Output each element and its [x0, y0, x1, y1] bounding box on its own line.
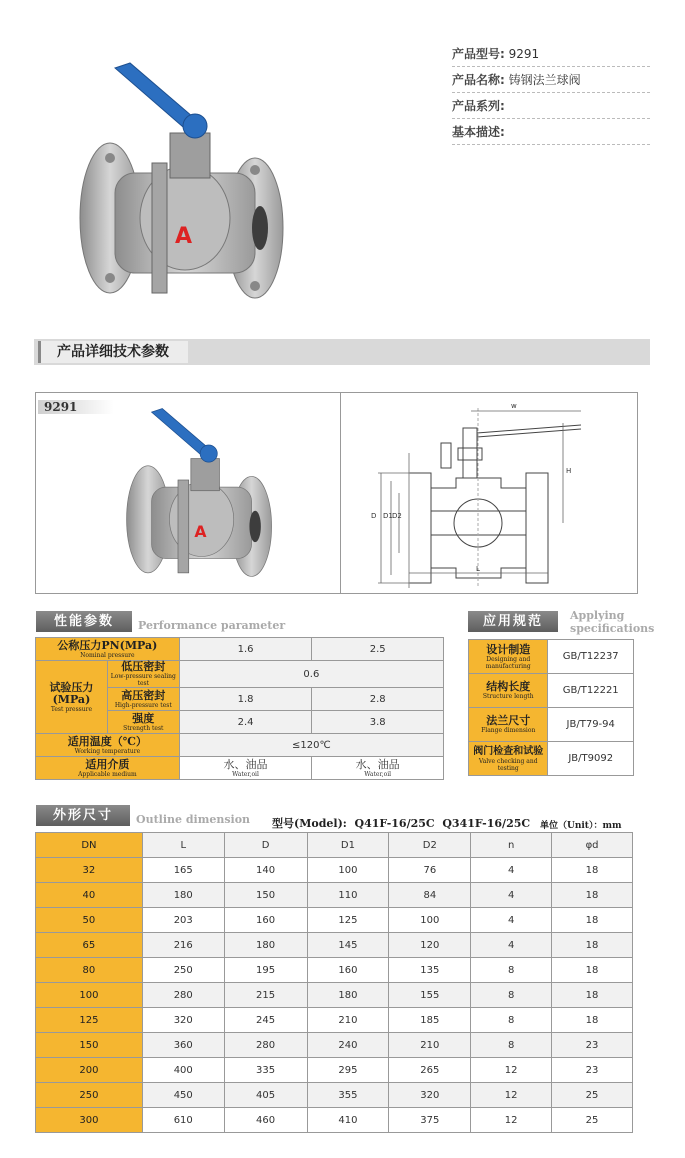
- panel-model-tag: 9291: [38, 400, 114, 414]
- table-row: [36, 958, 633, 983]
- dn-cell: 200: [36, 1058, 143, 1083]
- table-cell: 250: [142, 958, 224, 983]
- strength-label-en: Strength test: [123, 724, 164, 732]
- dn-cell: 250: [36, 1083, 143, 1108]
- app-0-label: 设计制造: [486, 642, 531, 656]
- strength-label: 强度: [132, 711, 155, 725]
- table-cell: 280: [224, 1033, 307, 1058]
- outline-model: 型号(Model): Q41F-16/25C Q341F-16/25C: [272, 817, 531, 830]
- table-cell: 155: [389, 983, 471, 1008]
- table-cell: 180: [307, 983, 389, 1008]
- table-cell: 18: [552, 933, 633, 958]
- app-3-label: 阀门检查和试验: [473, 745, 544, 757]
- table-cell: 145: [307, 933, 389, 958]
- svg-text:A: A: [175, 224, 193, 249]
- application-en: [570, 609, 654, 635]
- pn-label-en: Nominal pressure: [80, 651, 135, 659]
- table-row: [36, 933, 633, 958]
- table-row: [36, 1058, 633, 1083]
- info-series-key: 产品系列:: [452, 99, 505, 113]
- dim-d-label: D: [371, 512, 377, 520]
- table-cell: 4: [471, 908, 552, 933]
- table-cell: 8: [471, 958, 552, 983]
- info-name: [452, 68, 650, 93]
- table-cell: 18: [552, 1008, 633, 1033]
- dim-w-label: w: [511, 402, 517, 410]
- table-cell: 320: [389, 1083, 471, 1108]
- table-cell: 180: [142, 883, 224, 908]
- table-cell: 215: [224, 983, 307, 1008]
- high-v2: 2.8: [312, 688, 444, 711]
- table-cell: 18: [552, 908, 633, 933]
- table-cell: 265: [389, 1058, 471, 1083]
- table-cell: 84: [389, 883, 471, 908]
- table-row: [36, 1083, 633, 1108]
- column-header: φd: [552, 833, 633, 858]
- table-row: [469, 708, 634, 742]
- app-3-en: Valve checking and testing: [478, 757, 538, 772]
- table-cell: 335: [224, 1058, 307, 1083]
- temp-v: ≤120℃: [179, 734, 443, 757]
- high-v1: 1.8: [179, 688, 312, 711]
- table-row: [36, 1033, 633, 1058]
- table-cell: 180: [224, 933, 307, 958]
- table-cell: 76: [389, 858, 471, 883]
- table-cell: 25: [552, 1083, 633, 1108]
- dn-cell: 65: [36, 933, 143, 958]
- dim-d2-label: D2: [392, 512, 402, 520]
- info-name-key: 产品名称:: [452, 73, 505, 87]
- table-cell: 320: [142, 1008, 224, 1033]
- high-label: 高压密封: [121, 688, 166, 702]
- valve-photo: [70, 58, 290, 303]
- medium-v2-en: Water,oil: [364, 770, 392, 778]
- app-0-en: Designing and manufacturing: [485, 655, 531, 670]
- medium-v1: 水、油品: [223, 757, 268, 771]
- table-cell: 125: [307, 908, 389, 933]
- dn-cell: 150: [36, 1033, 143, 1058]
- table-cell: 185: [389, 1008, 471, 1033]
- app-2-label: 法兰尺寸: [486, 714, 531, 727]
- test-unit: (MPa): [52, 692, 91, 706]
- table-row: [469, 674, 634, 708]
- table-cell: 610: [142, 1108, 224, 1133]
- table-cell: 140: [224, 858, 307, 883]
- test-label-en: Test pressure: [50, 705, 93, 713]
- table-cell: 23: [552, 1058, 633, 1083]
- table-cell: 240: [307, 1033, 389, 1058]
- dn-cell: 300: [36, 1108, 143, 1133]
- table-cell: 160: [307, 958, 389, 983]
- dim-h-label: H: [566, 467, 572, 475]
- table-cell: 18: [552, 858, 633, 883]
- dn-cell: 125: [36, 1008, 143, 1033]
- medium-label-en: Applicable medium: [78, 770, 137, 778]
- dim-l-label: L: [476, 565, 480, 573]
- app-1-v: GB/T12221: [548, 674, 634, 708]
- outline-en: Outline dimension: [136, 813, 251, 826]
- table-cell: 4: [471, 858, 552, 883]
- svg-text:A: A: [194, 522, 207, 542]
- table-cell: 23: [552, 1033, 633, 1058]
- outline-tab: 外形尺寸: [36, 805, 130, 826]
- column-header: D1: [307, 833, 389, 858]
- app-1-label: 结构长度: [486, 680, 531, 693]
- performance-tab: 性能参数: [36, 611, 132, 632]
- app-0-v: GB/T12237: [548, 640, 634, 674]
- table-cell: 4: [471, 933, 552, 958]
- info-desc-key: 基本描述:: [452, 125, 505, 139]
- section-title: 产品详细技术参数: [38, 341, 188, 363]
- low-label-en: Low-pressure sealing test: [110, 673, 176, 687]
- column-header: D2: [389, 833, 471, 858]
- application-en-1: Applying: [570, 609, 625, 622]
- table-cell: 405: [224, 1083, 307, 1108]
- table-row: [36, 1008, 633, 1033]
- table-cell: 18: [552, 883, 633, 908]
- table-cell: 120: [389, 933, 471, 958]
- medium-v2: 水、油品: [355, 757, 400, 771]
- table-cell: 8: [471, 983, 552, 1008]
- table-row: [36, 757, 444, 780]
- table-row: [36, 638, 444, 661]
- table-row: [36, 858, 633, 883]
- column-header: DN: [36, 833, 143, 858]
- pn-v1: 1.6: [179, 638, 312, 661]
- table-cell: 450: [142, 1083, 224, 1108]
- medium-label: 适用介质: [85, 757, 130, 771]
- high-label-en: High-pressure test: [114, 701, 172, 709]
- dn-cell: 80: [36, 958, 143, 983]
- table-cell: 100: [389, 908, 471, 933]
- table-cell: 4: [471, 883, 552, 908]
- medium-v1-en: Water,oil: [232, 770, 259, 778]
- column-header: D: [224, 833, 307, 858]
- low-v: 0.6: [179, 661, 443, 688]
- table-cell: 12: [471, 1058, 552, 1083]
- dn-cell: 50: [36, 908, 143, 933]
- info-model: [452, 42, 650, 67]
- table-row: [36, 908, 633, 933]
- table-cell: 25: [552, 1108, 633, 1133]
- info-desc: [452, 120, 650, 145]
- outline-table: [35, 832, 633, 1133]
- test-label: 试验压力: [49, 680, 94, 694]
- app-3-v: JB/T9092: [548, 742, 634, 776]
- app-2-en: Flange dimension: [481, 727, 536, 734]
- table-cell: 210: [307, 1008, 389, 1033]
- table-cell: 165: [142, 858, 224, 883]
- table-cell: 375: [389, 1108, 471, 1133]
- table-row: [36, 734, 444, 757]
- strength-v1: 2.4: [179, 711, 312, 734]
- table-cell: 110: [307, 883, 389, 908]
- table-row: [36, 883, 633, 908]
- table-cell: 18: [552, 958, 633, 983]
- performance-en: Performance parameter: [138, 619, 286, 632]
- dn-cell: 32: [36, 858, 143, 883]
- info-name-value: 铸钢法兰球阀: [508, 73, 581, 87]
- table-cell: 280: [142, 983, 224, 1008]
- app-2-v: JB/T79-94: [548, 708, 634, 742]
- table-row: [36, 1108, 633, 1133]
- table-cell: 195: [224, 958, 307, 983]
- dim-d1-label: D1: [383, 512, 393, 520]
- dn-cell: 100: [36, 983, 143, 1008]
- table-cell: 460: [224, 1108, 307, 1133]
- strength-v2: 3.8: [312, 711, 444, 734]
- info-series: [452, 94, 650, 119]
- app-1-en: Structure length: [482, 693, 534, 700]
- info-model-key: 产品型号:: [452, 47, 505, 61]
- table-cell: 203: [142, 908, 224, 933]
- table-cell: 135: [389, 958, 471, 983]
- table-cell: 295: [307, 1058, 389, 1083]
- table-cell: 12: [471, 1083, 552, 1108]
- application-tab: 应用规范: [468, 611, 558, 632]
- column-header: n: [471, 833, 552, 858]
- table-row: [469, 742, 634, 776]
- temp-label: 适用温度（℃）: [67, 734, 147, 748]
- column-header: L: [142, 833, 224, 858]
- valve-photo-small: [118, 405, 278, 580]
- table-row: [36, 983, 633, 1008]
- outline-unit: 单位（Unit）：mm: [540, 821, 622, 831]
- technical-drawing: [341, 393, 635, 591]
- table-cell: 210: [389, 1033, 471, 1058]
- table-cell: 8: [471, 1008, 552, 1033]
- table-cell: 12: [471, 1108, 552, 1133]
- pn-v2: 2.5: [312, 638, 444, 661]
- table-cell: 100: [307, 858, 389, 883]
- table-cell: 355: [307, 1083, 389, 1108]
- table-row: [36, 661, 444, 688]
- table-cell: 400: [142, 1058, 224, 1083]
- info-model-value: 9291: [508, 47, 540, 61]
- application-en-2: specifications: [570, 622, 655, 635]
- table-cell: 360: [142, 1033, 224, 1058]
- table-cell: 410: [307, 1108, 389, 1133]
- temp-label-en: Working temperature: [74, 747, 141, 755]
- table-cell: 8: [471, 1033, 552, 1058]
- table-row: [469, 640, 634, 674]
- low-label: 低压密封: [121, 660, 166, 673]
- table-cell: 160: [224, 908, 307, 933]
- application-table: [468, 639, 634, 776]
- pn-label: 公称压力PN(MPa): [57, 638, 158, 652]
- dn-cell: 40: [36, 883, 143, 908]
- table-header-row: [36, 833, 633, 858]
- table-cell: 18: [552, 983, 633, 1008]
- performance-table: [35, 637, 444, 780]
- table-cell: 216: [142, 933, 224, 958]
- table-cell: 245: [224, 1008, 307, 1033]
- table-cell: 150: [224, 883, 307, 908]
